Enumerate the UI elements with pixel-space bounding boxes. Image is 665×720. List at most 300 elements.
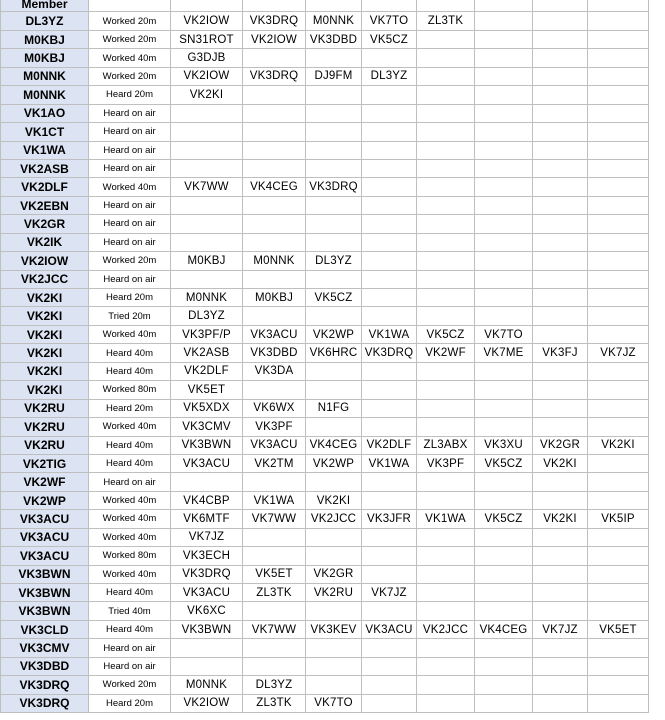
callsign-cell[interactable]: VK3PF: [417, 454, 475, 472]
callsign-cell[interactable]: [362, 49, 417, 67]
callsign-cell[interactable]: [417, 584, 475, 602]
callsign-cell[interactable]: VK3BWN: [171, 620, 243, 638]
callsign-cell[interactable]: [417, 657, 475, 675]
status-cell[interactable]: Heard 20m: [89, 399, 171, 417]
callsign-cell[interactable]: VK4CEG: [306, 436, 362, 454]
status-cell[interactable]: Tried 20m: [89, 307, 171, 325]
callsign-cell[interactable]: [533, 418, 588, 436]
callsign-cell[interactable]: [588, 547, 649, 565]
callsign-cell[interactable]: VK3DRQ: [171, 565, 243, 583]
callsign-cell[interactable]: VK3ACU: [362, 620, 417, 638]
callsign-cell[interactable]: [588, 233, 649, 251]
member-cell[interactable]: VK3BWN: [1, 584, 89, 602]
callsign-cell[interactable]: [417, 381, 475, 399]
status-cell[interactable]: Worked 80m: [89, 381, 171, 399]
callsign-cell[interactable]: [475, 12, 533, 30]
callsign-cell[interactable]: [362, 528, 417, 546]
callsign-cell[interactable]: [243, 528, 306, 546]
callsign-cell[interactable]: [362, 252, 417, 270]
callsign-cell[interactable]: VK3DBD: [243, 344, 306, 362]
callsign-cell[interactable]: [171, 233, 243, 251]
callsign-cell[interactable]: [417, 30, 475, 48]
status-cell[interactable]: Heard 40m: [89, 362, 171, 380]
status-cell[interactable]: Heard on air: [89, 159, 171, 177]
callsign-cell[interactable]: VK2IOW: [171, 12, 243, 30]
callsign-cell[interactable]: VK2KI: [306, 491, 362, 509]
status-cell[interactable]: Heard on air: [89, 270, 171, 288]
callsign-cell[interactable]: [362, 491, 417, 509]
callsign-cell[interactable]: [533, 252, 588, 270]
callsign-cell[interactable]: [588, 528, 649, 546]
status-cell[interactable]: Worked 20m: [89, 252, 171, 270]
status-cell[interactable]: Worked 20m: [89, 12, 171, 30]
status-cell[interactable]: Heard 40m: [89, 344, 171, 362]
callsign-cell[interactable]: [588, 178, 649, 196]
callsign-cell[interactable]: [306, 676, 362, 694]
callsign-cell[interactable]: [306, 362, 362, 380]
member-cell[interactable]: M0KBJ: [1, 49, 89, 67]
callsign-cell[interactable]: [588, 473, 649, 491]
member-cell[interactable]: VK2KI: [1, 289, 89, 307]
callsign-cell[interactable]: [533, 399, 588, 417]
callsign-cell[interactable]: [475, 362, 533, 380]
callsign-cell[interactable]: VK4CEG: [243, 178, 306, 196]
callsign-cell[interactable]: [417, 86, 475, 104]
callsign-cell[interactable]: [417, 307, 475, 325]
callsign-cell[interactable]: VK2JCC: [417, 620, 475, 638]
status-cell[interactable]: Heard on air: [89, 233, 171, 251]
callsign-cell[interactable]: VK3DRQ: [306, 178, 362, 196]
callsign-cell[interactable]: [588, 694, 649, 712]
callsign-cell[interactable]: VK7ME: [475, 344, 533, 362]
status-cell[interactable]: Heard 20m: [89, 694, 171, 712]
callsign-cell[interactable]: VK7TO: [475, 325, 533, 343]
callsign-cell[interactable]: [306, 547, 362, 565]
callsign-cell[interactable]: [417, 215, 475, 233]
callsign-cell[interactable]: [588, 159, 649, 177]
callsign-cell[interactable]: [533, 86, 588, 104]
callsign-cell[interactable]: M0NNK: [171, 676, 243, 694]
member-cell[interactable]: VK2RU: [1, 436, 89, 454]
callsign-cell[interactable]: [417, 270, 475, 288]
callsign-cell[interactable]: [362, 159, 417, 177]
callsign-cell[interactable]: [588, 399, 649, 417]
callsign-cell[interactable]: [171, 639, 243, 657]
status-cell[interactable]: Heard on air: [89, 104, 171, 122]
callsign-cell[interactable]: [533, 270, 588, 288]
callsign-cell[interactable]: [588, 362, 649, 380]
member-cell[interactable]: VK2RU: [1, 399, 89, 417]
callsign-cell[interactable]: [533, 141, 588, 159]
status-cell[interactable]: Worked 80m: [89, 547, 171, 565]
member-cell[interactable]: M0KBJ: [1, 30, 89, 48]
callsign-cell[interactable]: [588, 215, 649, 233]
callsign-cell[interactable]: VK3KEV: [306, 620, 362, 638]
status-cell[interactable]: Heard 40m: [89, 620, 171, 638]
callsign-cell[interactable]: [533, 491, 588, 509]
status-cell[interactable]: Heard 40m: [89, 436, 171, 454]
callsign-cell[interactable]: M0KBJ: [243, 289, 306, 307]
callsign-cell[interactable]: [243, 215, 306, 233]
member-cell[interactable]: VK1WA: [1, 141, 89, 159]
callsign-cell[interactable]: [533, 325, 588, 343]
status-cell[interactable]: Heard 20m: [89, 289, 171, 307]
member-cell[interactable]: VK2KI: [1, 307, 89, 325]
callsign-cell[interactable]: DJ9FM: [306, 67, 362, 85]
status-cell[interactable]: Heard on air: [89, 215, 171, 233]
status-cell[interactable]: Tried 40m: [89, 602, 171, 620]
callsign-cell[interactable]: VK6WX: [243, 399, 306, 417]
callsign-cell[interactable]: [362, 362, 417, 380]
callsign-cell[interactable]: [533, 49, 588, 67]
callsign-cell[interactable]: [306, 270, 362, 288]
callsign-cell[interactable]: [417, 123, 475, 141]
callsign-cell[interactable]: VK5ET: [243, 565, 306, 583]
callsign-cell[interactable]: [475, 676, 533, 694]
callsign-cell[interactable]: [171, 141, 243, 159]
callsign-cell[interactable]: [588, 676, 649, 694]
callsign-cell[interactable]: [306, 381, 362, 399]
callsign-cell[interactable]: [533, 215, 588, 233]
member-cell[interactable]: VK3CLD: [1, 620, 89, 638]
member-cell[interactable]: VK2WF: [1, 473, 89, 491]
callsign-cell[interactable]: [362, 381, 417, 399]
callsign-cell[interactable]: [475, 252, 533, 270]
callsign-cell[interactable]: [362, 123, 417, 141]
callsign-cell[interactable]: [588, 270, 649, 288]
callsign-cell[interactable]: VK3ACU: [243, 436, 306, 454]
callsign-cell[interactable]: [588, 418, 649, 436]
callsign-cell[interactable]: [533, 178, 588, 196]
callsign-cell[interactable]: [417, 602, 475, 620]
callsign-cell[interactable]: [417, 473, 475, 491]
member-cell[interactable]: VK3DRQ: [1, 694, 89, 712]
callsign-cell[interactable]: [417, 528, 475, 546]
callsign-cell[interactable]: [243, 86, 306, 104]
callsign-cell[interactable]: [306, 657, 362, 675]
callsign-cell[interactable]: [475, 104, 533, 122]
member-cell[interactable]: M0NNK: [1, 86, 89, 104]
status-cell[interactable]: Heard 40m: [89, 454, 171, 472]
callsign-cell[interactable]: VK2KI: [171, 86, 243, 104]
callsign-cell[interactable]: [417, 178, 475, 196]
callsign-cell[interactable]: [306, 104, 362, 122]
status-cell[interactable]: Heard 40m: [89, 584, 171, 602]
callsign-cell[interactable]: VK5ET: [171, 381, 243, 399]
callsign-cell[interactable]: [475, 178, 533, 196]
callsign-cell[interactable]: G3DJB: [171, 49, 243, 67]
callsign-cell[interactable]: [588, 289, 649, 307]
callsign-cell[interactable]: DL3YZ: [171, 307, 243, 325]
callsign-cell[interactable]: [417, 104, 475, 122]
callsign-cell[interactable]: [306, 49, 362, 67]
callsign-cell[interactable]: M0KBJ: [171, 252, 243, 270]
member-cell[interactable]: VK2JCC: [1, 270, 89, 288]
callsign-cell[interactable]: VK3DBD: [306, 30, 362, 48]
member-cell[interactable]: VK2IK: [1, 233, 89, 251]
status-cell[interactable]: Heard 20m: [89, 86, 171, 104]
callsign-cell[interactable]: VK2JCC: [306, 510, 362, 528]
callsign-cell[interactable]: VK5CZ: [475, 454, 533, 472]
callsign-cell[interactable]: [362, 399, 417, 417]
callsign-cell[interactable]: [171, 473, 243, 491]
callsign-cell[interactable]: [417, 418, 475, 436]
member-cell[interactable]: M0NNK: [1, 67, 89, 85]
callsign-cell[interactable]: [475, 123, 533, 141]
callsign-cell[interactable]: [306, 418, 362, 436]
callsign-cell[interactable]: N1FG: [306, 399, 362, 417]
callsign-cell[interactable]: VK3ACU: [171, 454, 243, 472]
callsign-cell[interactable]: [417, 694, 475, 712]
callsign-cell[interactable]: [243, 49, 306, 67]
callsign-cell[interactable]: [533, 12, 588, 30]
callsign-cell[interactable]: ZL3ABX: [417, 436, 475, 454]
member-cell[interactable]: VK2TIG: [1, 454, 89, 472]
callsign-cell[interactable]: [588, 49, 649, 67]
callsign-cell[interactable]: [533, 565, 588, 583]
header-cell[interactable]: [588, 0, 649, 12]
callsign-cell[interactable]: [475, 49, 533, 67]
callsign-cell[interactable]: VK3ACU: [243, 325, 306, 343]
member-cell[interactable]: VK2KI: [1, 344, 89, 362]
callsign-cell[interactable]: [306, 215, 362, 233]
callsign-cell[interactable]: [475, 233, 533, 251]
callsign-cell[interactable]: M0NNK: [306, 12, 362, 30]
callsign-cell[interactable]: VK3CMV: [171, 418, 243, 436]
header-cell[interactable]: [171, 0, 243, 12]
member-cell[interactable]: VK3BWN: [1, 602, 89, 620]
callsign-cell[interactable]: [588, 252, 649, 270]
callsign-cell[interactable]: VK7TO: [306, 694, 362, 712]
member-cell[interactable]: VK3BWN: [1, 565, 89, 583]
callsign-cell[interactable]: [533, 528, 588, 546]
callsign-cell[interactable]: [171, 270, 243, 288]
callsign-cell[interactable]: VK3BWN: [171, 436, 243, 454]
callsign-cell[interactable]: [243, 233, 306, 251]
callsign-cell[interactable]: [475, 418, 533, 436]
callsign-cell[interactable]: [475, 565, 533, 583]
member-cell[interactable]: VK3DRQ: [1, 676, 89, 694]
member-cell[interactable]: DL3YZ: [1, 12, 89, 30]
callsign-cell[interactable]: [417, 639, 475, 657]
callsign-cell[interactable]: [533, 602, 588, 620]
callsign-cell[interactable]: DL3YZ: [362, 67, 417, 85]
callsign-cell[interactable]: [475, 30, 533, 48]
callsign-cell[interactable]: [362, 215, 417, 233]
callsign-cell[interactable]: [171, 159, 243, 177]
header-cell[interactable]: [475, 0, 533, 12]
callsign-cell[interactable]: VK3XU: [475, 436, 533, 454]
callsign-cell[interactable]: SN31ROT: [171, 30, 243, 48]
callsign-cell[interactable]: [588, 141, 649, 159]
callsign-cell[interactable]: [475, 159, 533, 177]
callsign-cell[interactable]: VK5ET: [588, 620, 649, 638]
callsign-cell[interactable]: VK3PF/P: [171, 325, 243, 343]
callsign-cell[interactable]: [588, 381, 649, 399]
callsign-cell[interactable]: VK5CZ: [475, 510, 533, 528]
member-cell[interactable]: VK3ACU: [1, 528, 89, 546]
status-cell[interactable]: Worked 20m: [89, 30, 171, 48]
member-cell[interactable]: VK3CMV: [1, 639, 89, 657]
status-cell[interactable]: Heard on air: [89, 141, 171, 159]
callsign-cell[interactable]: VK2IOW: [171, 694, 243, 712]
member-cell[interactable]: VK2KI: [1, 362, 89, 380]
callsign-cell[interactable]: [417, 399, 475, 417]
callsign-cell[interactable]: [533, 307, 588, 325]
member-cell[interactable]: VK2KI: [1, 381, 89, 399]
callsign-cell[interactable]: [588, 454, 649, 472]
callsign-cell[interactable]: VK3ACU: [171, 584, 243, 602]
callsign-cell[interactable]: [243, 270, 306, 288]
callsign-cell[interactable]: VK3DRQ: [362, 344, 417, 362]
callsign-cell[interactable]: DL3YZ: [306, 252, 362, 270]
callsign-cell[interactable]: [417, 49, 475, 67]
callsign-cell[interactable]: VK2ASB: [171, 344, 243, 362]
callsign-cell[interactable]: [417, 565, 475, 583]
member-cell[interactable]: VK2IOW: [1, 252, 89, 270]
callsign-cell[interactable]: [475, 399, 533, 417]
header-cell[interactable]: [306, 0, 362, 12]
callsign-cell[interactable]: VK3DRQ: [243, 67, 306, 85]
callsign-cell[interactable]: ZL3TK: [243, 584, 306, 602]
callsign-cell[interactable]: [533, 159, 588, 177]
callsign-cell[interactable]: [475, 491, 533, 509]
callsign-cell[interactable]: [362, 307, 417, 325]
callsign-cell[interactable]: [588, 657, 649, 675]
status-cell[interactable]: Heard on air: [89, 123, 171, 141]
status-cell[interactable]: Worked 40m: [89, 491, 171, 509]
status-cell[interactable]: Heard on air: [89, 639, 171, 657]
status-column-header[interactable]: [89, 0, 171, 12]
callsign-cell[interactable]: VK3JFR: [362, 510, 417, 528]
callsign-cell[interactable]: [533, 694, 588, 712]
callsign-cell[interactable]: [588, 491, 649, 509]
member-cell[interactable]: VK2KI: [1, 325, 89, 343]
callsign-cell[interactable]: [417, 233, 475, 251]
callsign-cell[interactable]: [362, 676, 417, 694]
callsign-cell[interactable]: [417, 491, 475, 509]
callsign-cell[interactable]: [533, 657, 588, 675]
callsign-cell[interactable]: [475, 528, 533, 546]
callsign-cell[interactable]: VK3PF: [243, 418, 306, 436]
callsign-cell[interactable]: [533, 30, 588, 48]
callsign-cell[interactable]: [588, 584, 649, 602]
callsign-cell[interactable]: [588, 196, 649, 214]
callsign-cell[interactable]: [171, 123, 243, 141]
callsign-cell[interactable]: VK1WA: [243, 491, 306, 509]
callsign-cell[interactable]: [475, 584, 533, 602]
callsign-cell[interactable]: [588, 12, 649, 30]
callsign-cell[interactable]: VK5CZ: [417, 325, 475, 343]
callsign-cell[interactable]: VK7JZ: [171, 528, 243, 546]
callsign-cell[interactable]: [533, 289, 588, 307]
callsign-cell[interactable]: VK7JZ: [533, 620, 588, 638]
callsign-cell[interactable]: VK3DRQ: [243, 12, 306, 30]
callsign-cell[interactable]: [306, 123, 362, 141]
callsign-cell[interactable]: [533, 67, 588, 85]
callsign-cell[interactable]: [243, 639, 306, 657]
callsign-cell[interactable]: [475, 694, 533, 712]
callsign-cell[interactable]: VK1WA: [362, 325, 417, 343]
callsign-cell[interactable]: [362, 178, 417, 196]
callsign-cell[interactable]: [475, 141, 533, 159]
callsign-cell[interactable]: [588, 602, 649, 620]
callsign-cell[interactable]: [243, 602, 306, 620]
callsign-cell[interactable]: VK2GR: [533, 436, 588, 454]
callsign-cell[interactable]: VK2KI: [533, 510, 588, 528]
callsign-cell[interactable]: [475, 270, 533, 288]
callsign-cell[interactable]: [533, 547, 588, 565]
callsign-cell[interactable]: [306, 307, 362, 325]
callsign-cell[interactable]: ZL3TK: [417, 12, 475, 30]
callsign-cell[interactable]: [306, 86, 362, 104]
status-cell[interactable]: Worked 20m: [89, 67, 171, 85]
status-cell[interactable]: Worked 40m: [89, 178, 171, 196]
header-cell[interactable]: [533, 0, 588, 12]
header-cell[interactable]: [243, 0, 306, 12]
callsign-cell[interactable]: M0NNK: [171, 289, 243, 307]
callsign-cell[interactable]: [417, 141, 475, 159]
member-column-header[interactable]: Member: [1, 0, 89, 12]
callsign-cell[interactable]: VK2RU: [306, 584, 362, 602]
callsign-cell[interactable]: [306, 639, 362, 657]
callsign-cell[interactable]: VK4CEG: [475, 620, 533, 638]
callsign-cell[interactable]: [533, 676, 588, 694]
callsign-cell[interactable]: [362, 196, 417, 214]
member-cell[interactable]: VK3ACU: [1, 547, 89, 565]
callsign-cell[interactable]: [417, 196, 475, 214]
callsign-cell[interactable]: [362, 547, 417, 565]
callsign-cell[interactable]: [475, 639, 533, 657]
callsign-cell[interactable]: [533, 104, 588, 122]
callsign-cell[interactable]: [533, 233, 588, 251]
callsign-cell[interactable]: [243, 123, 306, 141]
callsign-cell[interactable]: VK2IOW: [243, 30, 306, 48]
callsign-cell[interactable]: M0NNK: [243, 252, 306, 270]
callsign-cell[interactable]: VK5XDX: [171, 399, 243, 417]
callsign-cell[interactable]: [306, 141, 362, 159]
callsign-cell[interactable]: [243, 196, 306, 214]
callsign-cell[interactable]: VK7JZ: [362, 584, 417, 602]
callsign-cell[interactable]: VK1WA: [362, 454, 417, 472]
callsign-cell[interactable]: [243, 547, 306, 565]
callsign-cell[interactable]: [306, 233, 362, 251]
callsign-cell[interactable]: [533, 123, 588, 141]
callsign-cell[interactable]: VK2DLF: [171, 362, 243, 380]
callsign-cell[interactable]: [475, 196, 533, 214]
callsign-cell[interactable]: [588, 325, 649, 343]
callsign-cell[interactable]: [475, 289, 533, 307]
callsign-cell[interactable]: ZL3TK: [243, 694, 306, 712]
callsign-cell[interactable]: [243, 104, 306, 122]
callsign-cell[interactable]: VK2WF: [417, 344, 475, 362]
callsign-cell[interactable]: VK5IP: [588, 510, 649, 528]
callsign-cell[interactable]: VK7JZ: [588, 344, 649, 362]
callsign-cell[interactable]: [306, 196, 362, 214]
member-cell[interactable]: VK2GR: [1, 215, 89, 233]
status-cell[interactable]: Worked 40m: [89, 565, 171, 583]
callsign-cell[interactable]: [243, 307, 306, 325]
callsign-cell[interactable]: [362, 639, 417, 657]
callsign-cell[interactable]: [362, 657, 417, 675]
callsign-cell[interactable]: VK4CBP: [171, 491, 243, 509]
callsign-cell[interactable]: [475, 307, 533, 325]
callsign-cell[interactable]: [171, 215, 243, 233]
callsign-cell[interactable]: VK2TM: [243, 454, 306, 472]
member-cell[interactable]: VK2DLF: [1, 178, 89, 196]
callsign-cell[interactable]: VK3DA: [243, 362, 306, 380]
status-cell[interactable]: Worked 20m: [89, 676, 171, 694]
